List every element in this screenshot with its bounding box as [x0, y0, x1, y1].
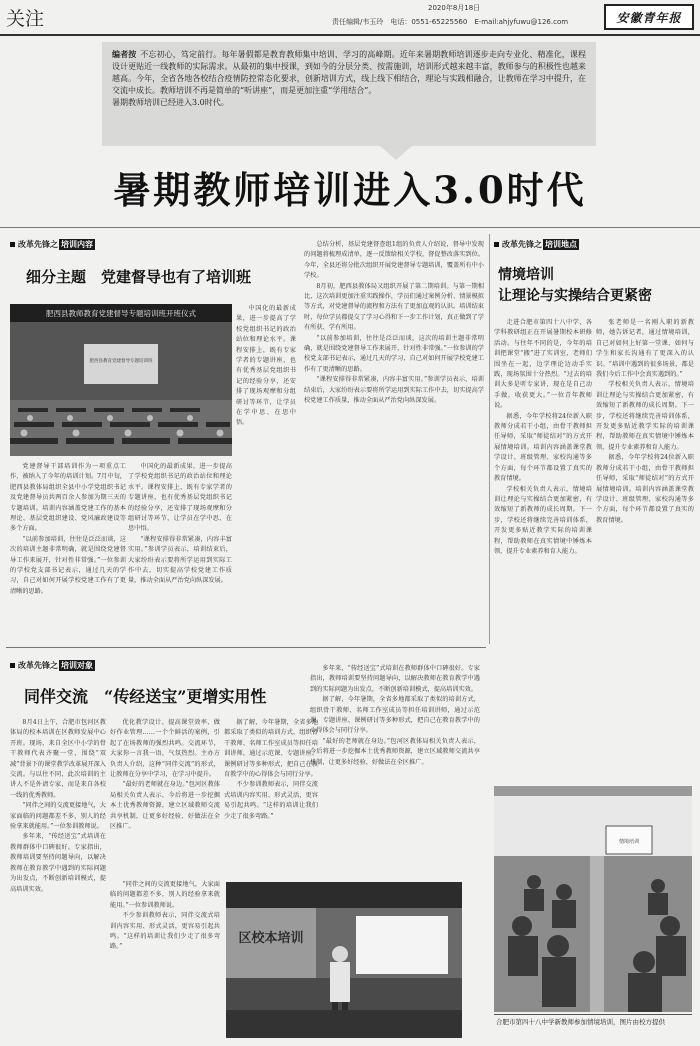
bottom-col3-para2: 不少参训教师表示，同伴交流式培训内容实用、形式灵活，更容易引起共鸣。“这样的培训让我们少走了很多弯路。” — [224, 781, 318, 820]
left-article-title: 细分主题 党建督导也有了培训班 — [26, 268, 252, 286]
bottom-col4-para1: 多年来，“传经送宝”式培训在教师群体中口碑很好。专家指出，教师培训要坚持问题导向，以解决教师在教育教学中遇到的实际问题为出发点，不断创新培训模式，提高培训实效。 — [310, 665, 480, 693]
left-col3-para4: “课程安排得非常紧凑，内容丰富实用。”参训学员表示，培训结束后，大家纷纷表示要将所学运用到实际工作中去，切实提高学校党建工作质量，推动全面从严治党向纵深发展。 — [304, 376, 484, 405]
right-article-photo — [494, 786, 692, 1012]
tag-square-icon — [494, 242, 499, 247]
right-col2-para2: 学校相关负责人表示，情境培训让理论与实操结合更加紧密，有效缩短了新教师的成长周期。下一步，学校还将继续完善培训体系，开发更多贴近教学实际的培训课程，帮助教师在真实情境中锤炼本领，提升专业素养和育人能力。 — [596, 381, 694, 451]
right-col1-para1: 走进合肥市第四十八中学，各学科教研组正在开展暑期校本研修活动。与往年不同的是，今年的培训把课堂“搬”进了实训室，老师们围坐在一起，边学理论边动手实践，现场氛围十分热烈。“过去的培训大多是听专家讲，现在是自己动手做，收获更大。”一位青年教师说。 — [494, 319, 592, 410]
left-article-photo — [10, 304, 232, 456]
left-article-col2 — [128, 462, 232, 644]
right-article-col2 — [596, 318, 694, 778]
left-article-col2-top — [236, 304, 296, 454]
training-banner-text: 区校本培训 — [238, 931, 304, 946]
editor-note-pointer — [380, 146, 412, 160]
tag-prefix: 改革先锋之 — [502, 239, 542, 249]
hall-banner-text: 肥西县教师教育党建督导专题培训班开班仪式 — [46, 309, 196, 318]
tag-highlight: 培训对象 — [61, 660, 93, 670]
right-col1-para3: 学校相关负责人表示，情境培训让理论与实操结合更加紧密，有效缩短了新教师的成长周期。下一步，学校还将继续完善培训体系，开发更多贴近教学实际的培训课程，帮助教师在真实情境中锤炼本领，提升专业素养和育人能力。 — [494, 485, 592, 555]
right-photo-caption-box — [494, 1014, 692, 1045]
section-label: 关注 — [6, 8, 45, 30]
bottom-col4-para2: 据了解，今年暑期，全省多地都采取了类似的培训方式，组织骨干教师、名师工作室成员等担任培训讲师，通过示范课、专题讲座、课例研讨等多种形式，把自己在教育教学中的心得体会与同行分享。 — [310, 696, 480, 735]
left-col2-para2: “课程安排得非常紧凑，内容丰富实用。”参训学员表示，培训结束后，大家纷纷表示要将所学运用到实际工作中去，切实提高学校党建工作质量，推动全面从严治党向纵深发展。 — [128, 535, 232, 585]
left-col3-para3: “以前参加培训，往往是泛泛而谈，这次的培训主题非常明确，就是围绕党建督导工作来展开，针对性非常强。”一位参训的学校党支部书记表示，通过几天的学习，自己对如何开展学校党建工作有了更清晰的思路。 — [304, 334, 484, 373]
masthead-logo: 安徽青年报 — [604, 4, 694, 30]
bottom-article-col2 — [110, 718, 220, 878]
bottom-col2-para1: 优化教学设计、提高课堂效率、做好作业管理……一个个鲜活的案例，引起了在场教师的强烈共鸣。交流环节，大家你一言我一语，气氛热烈。主办方负责人介绍，这种“同伴交流”的形式，让教师在分享中学习，在学习中提升。 — [110, 719, 220, 779]
right-article-title-2: 让理论与实操结合更紧密 — [498, 288, 652, 304]
editor-note-text — [112, 48, 586, 109]
bottom-article-photo — [226, 882, 462, 1038]
left-article-tag — [10, 239, 95, 250]
bottom-article-tag — [10, 660, 95, 671]
bottom-article-title: 同伴交流 “传经送宝”更增实用性 — [24, 687, 267, 706]
left-col2-para1: 中国化的最新成果，进一步提高了学校党组织书记的政治站位和理论水平。课程安排上，既有专家学者的专题讲座，也有优秀基层党组织书记的经验分享，还安排了现场观摩和分组研讨等环节，让学员在学中思、在思中悟。 — [128, 463, 232, 533]
editor-note-closing: 暑期教师培训已经进入3.0时代。 — [112, 98, 229, 107]
bottom-article-col4 — [310, 664, 480, 878]
bottom-article-col3 — [224, 718, 318, 878]
conference-hall-illustration — [10, 304, 232, 456]
column-divider-right — [489, 234, 490, 644]
bottom-col1-para2: “同伴之间的交流更接地气，大家面临的问题都差不多，别人的经验拿来就能用。”一位参训教师说。 — [10, 802, 106, 831]
headline-rule — [0, 227, 700, 228]
bottom-col2-para2: “最好的老师就在身边。”包河区教体局相关负责人表示，今后将进一步挖掘本土优秀教师资源，建立区域教师交流共享机制，让更多好经验、好做法在全区推广。 — [110, 781, 220, 831]
bottom-article-col5 — [110, 880, 220, 1044]
editor-note-author: 编者按 — [112, 49, 137, 59]
right-article-tag — [494, 239, 579, 250]
left-col3-para1: 总结分析，基层党建督查组1组的负责人介绍说，督导中发现的问题将梳理成清单，逐一反馈给相关学校，督促整改落实到位。今年，全县还将分批次组织开展党建督导专题培训，覆盖所有中小学校。 — [304, 241, 484, 280]
bottom-col3-para1: 据了解，今年暑期，全省多地都采取了类似的培训方式，组织骨干教师、名师工作室成员等担任培训讲师，通过示范课、专题讲座、课例研讨等多种形式，把自己在教育教学中的心得体会与同行分享。 — [224, 719, 318, 779]
teacher-speaking-illustration — [226, 882, 462, 1038]
left-article-col1 — [10, 462, 126, 644]
editor-note-box — [102, 42, 596, 146]
left-col1-para2: “以前参加培训，往往是泛泛而谈，这次的培训主题非常明确，就是围绕党建督导工作来展开，针对性非常强。”一位参训的学校党支部书记表示，通过几天的学习，自己对如何开展学校党建工作有了更清晰的思路。 — [10, 535, 126, 595]
right-col1-para2: 据悉，今年学校将24位新入职教师分成若干小组，由骨干教师担任导师，采取“师徒结对”的方式开展情境培训。培训内容涵盖课堂教学设计、班级管理、家校沟通等多个方面，每个环节都设置了真实的教育情境。 — [494, 412, 592, 483]
right-photo-caption: 合肥市第四十八中学新教师参加情境培训，图片由校方提供 — [496, 1018, 665, 1026]
bottom-article-col1 — [10, 718, 106, 1042]
tag-square-icon — [10, 242, 15, 247]
left-article-col3 — [304, 240, 484, 644]
bottom-col1-para1: 8月4日上午，合肥市包河区教体局的校本培训在区教师发展中心开班。现场，来自全区中小学的骨干教师代表齐聚一堂，围绕“双减”背景下的课堂教学改革展开深入交流。与以往不同，此次培训的主讲人不是外请专家，而是来自各校一线的优秀教师。 — [10, 719, 106, 799]
tag-prefix: 改革先锋之 — [18, 660, 58, 670]
section-rule — [6, 647, 486, 648]
editor-note-body: 不忘初心，笃定前行。每年暑假都是教育教师集中培训、学习的高峰期。近年来暑期教师培训逐步走向专业化、精准化，课程设计更贴近一线教师的实际需求。从最初的集中授课，到如今的分层分类、按需施训，培训形式越来越丰富，教师参与的积极性也越来越高。今年，全省各地各校结合疫情防控常态化要求，创新培训方式，线上线下相结合，理论与实践相融合，让教师在学习中提升，在交流中成长。教师培训不再是简单的“听讲座”，而是更加注重“学用结合”。 — [112, 50, 587, 95]
bottom-col1-para3: 多年来，“传经送宝”式培训在教师群体中口碑很好。专家指出，教师培训要坚持问题导向，以解决教师在教育教学中遇到的实际问题为出发点，不断创新培训模式，提高培训实效。 — [10, 833, 106, 893]
right-article-title-1: 情境培训 — [498, 267, 554, 283]
bottom-col5-para1: “同伴之间的交流更接地气，大家面临的问题都差不多，别人的经验拿来就能用。”一位参训教师说。 — [110, 881, 220, 909]
left-col3-para2: 8月初，肥西县教体局又组织开展了第二期培训。与第一期相比，这次培训更加注重实践操作，学员们通过案例分析、情景模拟等方式，对党建督导的流程和方法有了更加直观的认识。培训结束时，每位学员都提交了学习心得和下一步工作计划，真正做到了学有所获、学有所用。 — [304, 282, 484, 332]
tag-prefix: 改革先锋之 — [18, 239, 58, 249]
hall-screen-text: 肥西县教育党建督导专题培训班 — [89, 359, 153, 364]
right-col2-para1: 张老师是一名刚入职的新教师，她告诉记者，通过情境培训，自己对如何上好第一堂课、如何与学生和家长沟通有了更深入的认识。“培训中遇到的很多场景，都是我们今后工作中会真实遇到的。” — [596, 319, 694, 379]
tag-highlight: 培训内容 — [61, 239, 93, 249]
bottom-article-margin — [468, 882, 488, 1042]
classroom-training-illustration — [494, 786, 692, 1012]
classroom-screen-text: 情境培训 — [618, 839, 640, 845]
editor-line: 责任编辑/韦玉玲 电话：0551-65225560 E-mail:ahjyfuwu@126.com — [332, 18, 569, 26]
tag-square-icon — [10, 663, 15, 668]
main-headline: 暑期教师培训进入3.0时代 — [113, 168, 587, 212]
date-line: 2020年8月18日 — [428, 4, 481, 12]
tag-highlight: 培训地点 — [545, 239, 577, 249]
left-col1-para1: 党建督导干部培训作为一项重点工作，被纳入了今年的培训计划。7月中旬，肥西县教体局组织全县中小学党组织书记及党建督导员共两百余人参加为期三天的专题培训。培训内容涵盖党建工作的基本理论、基层党组织建设、党风廉政建设等多个方面。 — [10, 463, 126, 533]
bottom-col4-para3: “最好的老师就在身边。”包河区教体局相关负责人表示，今后将进一步挖掘本土优秀教师资源，建立区域教师交流共享机制，让更多好经验、好做法在全区推广。 — [310, 737, 480, 766]
left-col2-top-para: 中国化的最新成果，进一步提高了学校党组织书记的政治站位和理论水平。课程安排上，既有专家学者的专题讲座，也有优秀基层党组织书记的经验分享，还安排了现场观摩和分组研讨等环节，让学员在学中思、在思中悟。 — [236, 305, 296, 427]
right-article-col1 — [494, 318, 592, 778]
bottom-col5-para2: 不少参训教师表示，同伴交流式培训内容实用、形式灵活，更容易引起共鸣。“这样的培训让我们少走了很多弯路。” — [110, 912, 220, 951]
right-col2-para3: 据悉，今年学校将24位新入职教师分成若干小组，由骨干教师担任导师，采取“师徒结对”的方式开展情境培训。培训内容涵盖课堂教学设计、班级管理、家校沟通等多个方面，每个环节都设置了真实的教育情境。 — [596, 454, 694, 524]
